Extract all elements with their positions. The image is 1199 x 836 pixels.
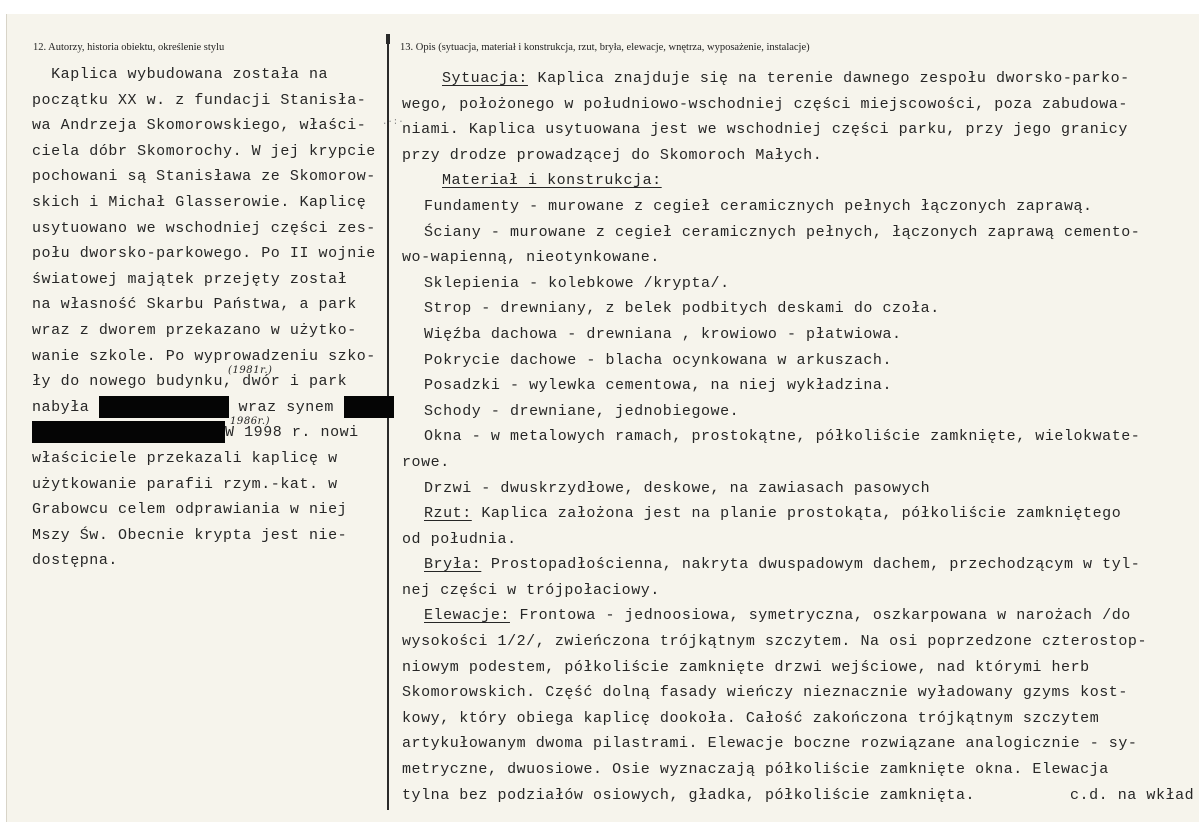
material-line: Pokrycie dachowe - blacha ocynkowana w arkuszach. (424, 351, 893, 369)
right-column-header: 13. Opis (sytuacja, materiał i konstrukcja, rzut, bryła, elewacje, wnętrza, wyposażenie, instalacje) (400, 42, 810, 53)
material-line: Drzwi - dwuskrzydłowe, deskowe, na zawiasach pasowych (424, 479, 931, 497)
bryla-line (402, 552, 1192, 578)
redacted-line-start: nabyła (32, 398, 90, 416)
redaction-block (99, 396, 229, 418)
history-line: wraz z dworem przekazano w użytko- (32, 321, 357, 339)
continuation-note: c.d. na wkład (1070, 786, 1195, 804)
elewacje-line: metryczne, dwuosiowe. Osie wyznaczają półkoliście zamknięte okna. Elewacja (402, 761, 1109, 779)
sytuacja-line: wego, położonego w południowo-wschodniej części miejscowości, poza zabudowa- (402, 95, 1128, 113)
elewacje-text: Frontowa - jednoosiowa, symetryczna, oszkarpowana w narożach /do (509, 607, 1131, 625)
handwritten-date-1986: 1986r.) (230, 415, 271, 427)
history-line: światowej majątek przejęty został (32, 270, 348, 288)
elewacje-last-line (402, 783, 1195, 809)
history-line: wa Andrzeja Skomorowskiego, właści- (32, 117, 367, 135)
rzut-label: Rzut: (424, 505, 472, 523)
material-line: rowe. (402, 453, 450, 471)
material-line: Ściany - murowane z cegieł ceramicznych pełnych, łączonych zaprawą cemento- (424, 223, 1141, 241)
history-line-redacted (32, 420, 388, 446)
history-line: skich i Michał Glasserowie. Kaplicę (32, 193, 367, 211)
history-line: na własność Skarbu Państwa, a park (32, 296, 357, 314)
elewacje-label: Elewacje: (424, 607, 510, 625)
material-line: Posadzki - wylewka cementowa, na niej wykładzina. (424, 377, 893, 395)
history-line-text: W 1998 r. nowi (225, 424, 359, 442)
elewacje-line: kowy, który obiega kaplicę dookoła. Całość zakończona trójkątnym szczytem (402, 709, 1100, 727)
history-line: ciela dóbr Skomorochy. W jej krypcie (32, 142, 376, 160)
elewacje-line: Skomorowskich. Część dolną fasady wieńczy nieznacznie wyładowany gzyms kost- (402, 684, 1128, 702)
rzut-text: Kaplica założona jest na planie prostokąta, półkoliście zamkniętego (471, 505, 1122, 523)
history-line: pochowani są Stanisława ze Skomorow- (32, 168, 376, 186)
history-line: dostępna. (32, 552, 118, 570)
page-bottom-margin (0, 822, 1199, 836)
description-text (402, 66, 1195, 808)
handwritten-date-1981: (1981r.) (228, 365, 273, 377)
history-line-text: ły do nowego budynku, dwór i park (32, 373, 348, 391)
history-line: początku XX w. z fundacji Stanisła- (32, 91, 367, 109)
sytuacja-text: Kaplica znajduje się na terenie dawnego zespołu dworsko-parko- (527, 70, 1130, 87)
history-line (32, 365, 388, 395)
bryla-label: Bryła: (424, 556, 482, 574)
sytuacja-line: niami. Kaplica usytuowana jest we wschodniej części parku, przy jego granicy (402, 121, 1128, 139)
elewacje-line (402, 603, 1192, 629)
elewacje-line: artykułowanym dwoma pilastrami. Elewacje boczne rozwiązane analogicznie - sy- (402, 735, 1138, 753)
sytuacja-label: Sytuacja: (442, 70, 528, 87)
sytuacja-line: przy drodze prowadzącej do Skomoroch Małych. (402, 146, 823, 164)
material-line: Strop - drewniany, z belek podbitych deskami do czoła. (424, 300, 940, 318)
material-line: Schody - drewniane, jednobiegowe. (424, 402, 740, 420)
history-line-redacted (32, 395, 388, 427)
material-line: Okna - w metalowych ramach, prostokątne, półkoliście zamknięte, wielokwate- (424, 428, 1141, 446)
elewacje-line: niowym podestem, półkoliście zamknięte drzwi wejściowe, nad którymi herb (402, 658, 1090, 676)
history-line: połu dworsko-parkowego. Po II wojnie (32, 245, 376, 263)
material-line: Sklepienia - kolebkowe /krypta/. (424, 274, 730, 292)
material-line: wo-wapienną, nieotynkowane. (402, 249, 660, 267)
material-line: Więźba dachowa - drewniana , krowiowo - płatwiowa. (424, 325, 902, 343)
history-line: właściciele przekazali kaplicę w (32, 449, 338, 467)
elewacje-line: wysokości 1/2/, zwieńczona trójkątnym szczytem. Na osi poprzedzone czterostop- (402, 633, 1148, 651)
bryla-line: nej części w trójpołaciowy. (402, 581, 660, 599)
history-line: Mszy Św. Obecnie krypta jest nie- (32, 526, 348, 544)
material-label: Materiał i konstrukcja: (442, 172, 662, 190)
history-line: Kaplica wybudowana została na (32, 66, 329, 83)
left-column-header: 12. Autorzy, historia obiektu, określenie stylu (33, 42, 225, 53)
redaction-block (344, 396, 394, 418)
history-text (32, 62, 388, 574)
ink-dots: .·:· (382, 117, 404, 127)
bryla-text: Prostopadłościenna, nakryta dwuspadowym dachem, przechodzącym w tyl- (481, 556, 1141, 574)
redacted-line-middle: wraz synem (238, 398, 334, 416)
elewacje-text: tylna bez podziałów osiowych, gładka, półkoliście zamknięta. (402, 786, 976, 804)
history-line: usytuowano we wschodniej części zes- (32, 219, 376, 237)
history-line: wanie szkole. Po wyprowadzeniu szko- (32, 347, 376, 365)
history-line: użytkowanie parafii rzym.-kat. w (32, 475, 338, 493)
material-heading (402, 168, 1192, 194)
sytuacja-line (402, 66, 1192, 92)
rzut-line: od południa. (402, 530, 517, 548)
history-line: Grabowcu celem odprawiania w niej (32, 501, 348, 519)
rzut-line (402, 501, 1192, 527)
material-line: Fundamenty - murowane z cegieł ceramicznych pełnych łączonych zaprawą. (424, 197, 1093, 215)
redaction-block (32, 421, 225, 443)
